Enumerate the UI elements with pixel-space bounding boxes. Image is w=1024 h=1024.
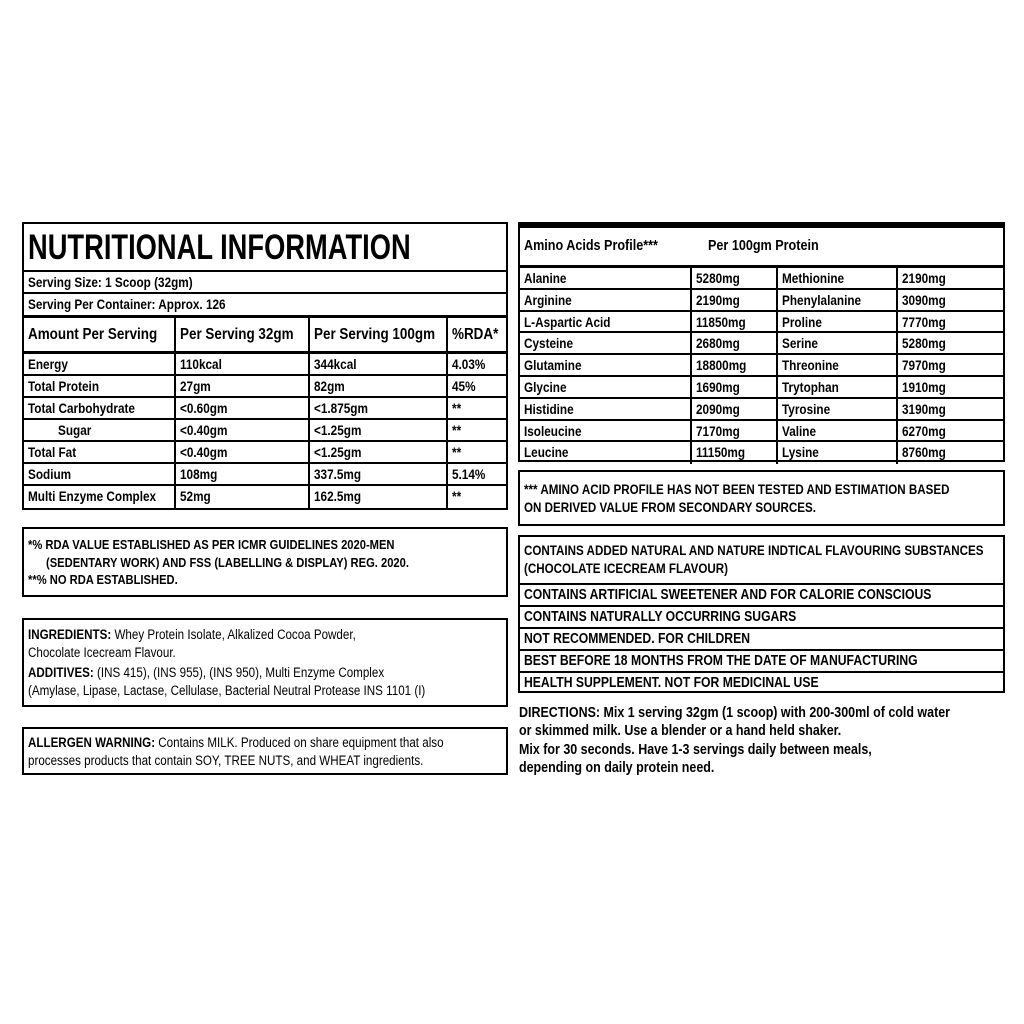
amino-value: 1690mg	[696, 379, 740, 395]
nutrient-rda: **	[452, 488, 462, 504]
nutrient-rda: **	[452, 422, 462, 438]
amino-name: Methionine	[782, 270, 845, 286]
rda-note-line3: **% NO RDA ESTABLISHED.	[28, 572, 178, 587]
amino-name: Histidine	[524, 400, 574, 417]
servings-per-container: Serving Per Container: Approx. 126	[28, 296, 226, 312]
additives-text-2: (Amylase, Lipase, Lactase, Cellulase, Bacterial Neutral Protease INS 1101 (I)	[28, 683, 426, 698]
amino-header-right: Per 100gm Protein	[708, 237, 819, 254]
nutrient-rda: 4.03%	[452, 356, 486, 372]
nutrition-row	[24, 420, 506, 442]
nutrient-name: Sugar	[58, 422, 92, 438]
nutrient-per32: <0.60gm	[180, 400, 228, 416]
amino-header-left: Amino Acids Profile***	[524, 237, 658, 254]
amino-row	[520, 290, 1003, 312]
amino-name: Isoleucine	[524, 422, 582, 439]
amino-value: 11150mg	[696, 444, 746, 461]
nutrient-name: Sodium	[28, 466, 72, 482]
directions-text: Mix 1 serving 32gm (1 scoop) with 200-300ml of cold water	[600, 705, 951, 721]
statement-text: BEST BEFORE 18 MONTHS FROM THE DATE OF MANUFACTURING	[524, 653, 918, 669]
additives-text: (INS 415), (INS 955), (INS 950), Multi Enzyme Complex	[93, 665, 385, 680]
statement-text: CONTAINS ARTIFICIAL SWEETENER AND FOR CALORIE CONSCIOUS	[524, 587, 932, 603]
nutrient-rda: 45%	[452, 378, 476, 394]
nutrient-per100: <1.875gm	[314, 400, 368, 416]
header-amount: Amount Per Serving	[28, 326, 158, 343]
nutrient-per100: <1.25gm	[314, 444, 362, 460]
amino-name: Valine	[782, 422, 816, 439]
nutrient-per100: 344kcal	[314, 356, 357, 372]
nutrient-name: Total Fat	[28, 444, 77, 460]
flavour-statement	[520, 537, 1003, 585]
amino-note-line1: *** AMINO ACID PROFILE HAS NOT BEEN TESTED AND ESTIMATION BASED	[524, 482, 950, 497]
amino-header-row	[520, 228, 1003, 268]
nutrient-per32: 27gm	[180, 378, 211, 394]
nutrition-row	[24, 354, 506, 376]
amino-name: Leucine	[524, 444, 569, 461]
serving-size: Serving Size: 1 Scoop (32gm)	[28, 274, 193, 290]
directions	[519, 704, 1020, 777]
amino-row	[520, 377, 1003, 399]
rda-note-box	[22, 527, 508, 597]
amino-value: 7170mg	[696, 422, 740, 439]
amino-note-line2: ON DERIVED VALUE FROM SECONDARY SOURCES.	[524, 500, 817, 515]
ingredients-text: Whey Protein Isolate, Alkalized Cocoa Powder,	[111, 627, 356, 642]
nutrient-per100: <1.25gm	[314, 422, 362, 438]
nutrition-row	[24, 376, 506, 398]
ingredients-box	[22, 618, 508, 707]
statement-item	[520, 607, 1003, 629]
amino-name: Phenylalanine	[782, 291, 862, 308]
amino-value: 7970mg	[902, 357, 946, 374]
amino-name: Trytophan	[782, 379, 839, 395]
amino-name: Glycine	[524, 379, 567, 395]
amino-name: Lysine	[782, 444, 819, 461]
directions-text-2: or skimmed milk. Use a blender or a hand held shaker.	[519, 723, 842, 740]
nutrient-per32: <0.40gm	[180, 444, 228, 460]
statement-text: NOT RECOMMENDED. FOR CHILDREN	[524, 631, 751, 647]
nutrient-per100: 162.5mg	[314, 488, 362, 504]
flavour-line1: CONTAINS ADDED NATURAL AND NATURE INDTICAL FLAVOURING SUBSTANCES	[524, 543, 984, 558]
allergen-box	[22, 727, 508, 775]
nutrient-name: Total Carbohydrate	[28, 400, 135, 416]
statements-box	[518, 535, 1005, 693]
nutrition-table	[22, 222, 508, 510]
amino-name: Cysteine	[524, 335, 574, 352]
nutrient-per32: 110kcal	[180, 356, 222, 372]
amino-value: 3090mg	[902, 291, 946, 308]
amino-name: Threonine	[782, 357, 839, 374]
amino-row	[520, 399, 1003, 421]
amino-value: 2680mg	[696, 335, 740, 352]
servings-per-container-row	[24, 294, 506, 318]
amino-value: 2190mg	[902, 270, 946, 286]
amino-value: 5280mg	[696, 270, 740, 286]
amino-row	[520, 312, 1003, 334]
amino-value: 5280mg	[902, 335, 946, 352]
directions-label: DIRECTIONS:	[519, 705, 601, 721]
ingredients-text-2: Chocolate Icecream Flavour.	[28, 645, 176, 660]
amino-value: 8760mg	[902, 444, 946, 461]
amino-value: 6270mg	[902, 422, 946, 439]
nutrient-per100: 82gm	[314, 378, 345, 394]
nutrient-name: Multi Enzyme Complex	[28, 488, 157, 504]
nutrient-per100: 337.5mg	[314, 466, 362, 482]
amino-value: 2190mg	[696, 291, 740, 308]
nutrition-title: NUTRITIONAL INFORMATION	[28, 228, 411, 267]
amino-row	[520, 421, 1003, 443]
flavour-line2: (CHOCOLATE ICECREAM FLAVOUR)	[524, 561, 729, 576]
amino-name: L-Aspartic Acid	[524, 313, 611, 330]
nutrient-rda: **	[452, 444, 462, 460]
directions-text-4: depending on daily protein need.	[519, 759, 715, 776]
amino-name: Serine	[782, 335, 818, 352]
amino-name: Glutamine	[524, 357, 582, 374]
nutrient-name: Total Protein	[28, 378, 100, 394]
ingredients-label: INGREDIENTS:	[28, 627, 112, 642]
nutrient-per32: 108mg	[180, 466, 218, 482]
header-per-100gm: Per Serving 100gm	[314, 326, 436, 343]
amino-name: Tyrosine	[782, 400, 831, 417]
allergen-text-2: processes products that contain SOY, TREE NUTS, and WHEAT ingredients.	[28, 753, 424, 768]
amino-value: 18800mg	[696, 357, 747, 374]
statement-item	[520, 585, 1003, 607]
statement-text: CONTAINS NATURALLY OCCURRING SUGARS	[524, 609, 797, 625]
directions-text-3: Mix for 30 seconds. Have 1-3 servings daily between meals,	[519, 741, 872, 758]
nutrition-row	[24, 486, 506, 508]
nutrition-row	[24, 398, 506, 420]
amino-value: 1910mg	[902, 379, 946, 395]
amino-name: Proline	[782, 313, 822, 330]
nutrient-per32: 52mg	[180, 488, 211, 504]
amino-row	[520, 355, 1003, 377]
nutrition-row	[24, 442, 506, 464]
amino-note-box	[518, 470, 1005, 526]
amino-row	[520, 442, 1003, 464]
nutrient-name: Energy	[28, 356, 68, 372]
nutrient-rda: **	[452, 400, 462, 416]
amino-name: Arginine	[524, 291, 572, 308]
allergen-text: Contains MILK. Produced on share equipment that also	[155, 735, 444, 750]
allergen-label: ALLERGEN WARNING:	[28, 735, 156, 750]
additives-label: ADDITIVES:	[28, 665, 94, 680]
amino-value: 3190mg	[902, 400, 946, 417]
header-per-32gm: Per Serving 32gm	[180, 326, 294, 343]
amino-row	[520, 333, 1003, 355]
statement-item	[520, 651, 1003, 673]
amino-value: 7770mg	[902, 313, 946, 330]
amino-name: Alanine	[524, 270, 567, 286]
nutrient-per32: <0.40gm	[180, 422, 228, 438]
amino-row	[520, 268, 1003, 290]
statement-text: HEALTH SUPPLEMENT. NOT FOR MEDICINAL USE	[524, 675, 819, 691]
header-rda: %RDA*	[452, 326, 499, 343]
serving-size-row	[24, 272, 506, 294]
nutrition-header-row	[24, 318, 506, 354]
rda-note-line1: *% RDA VALUE ESTABLISHED AS PER ICMR GUIDELINES 2020-MEN	[28, 537, 395, 552]
nutrient-rda: 5.14%	[452, 466, 486, 482]
nutrition-row	[24, 464, 506, 486]
rda-note-line2: (SEDENTARY WORK) AND FSS (LABELLING & DISPLAY) REG. 2020.	[46, 554, 409, 570]
statement-item	[520, 673, 1003, 693]
amino-table	[518, 222, 1005, 462]
statement-item	[520, 629, 1003, 651]
nutrition-title-row	[24, 224, 506, 272]
amino-value: 11850mg	[696, 313, 746, 330]
amino-value: 2090mg	[696, 400, 740, 417]
